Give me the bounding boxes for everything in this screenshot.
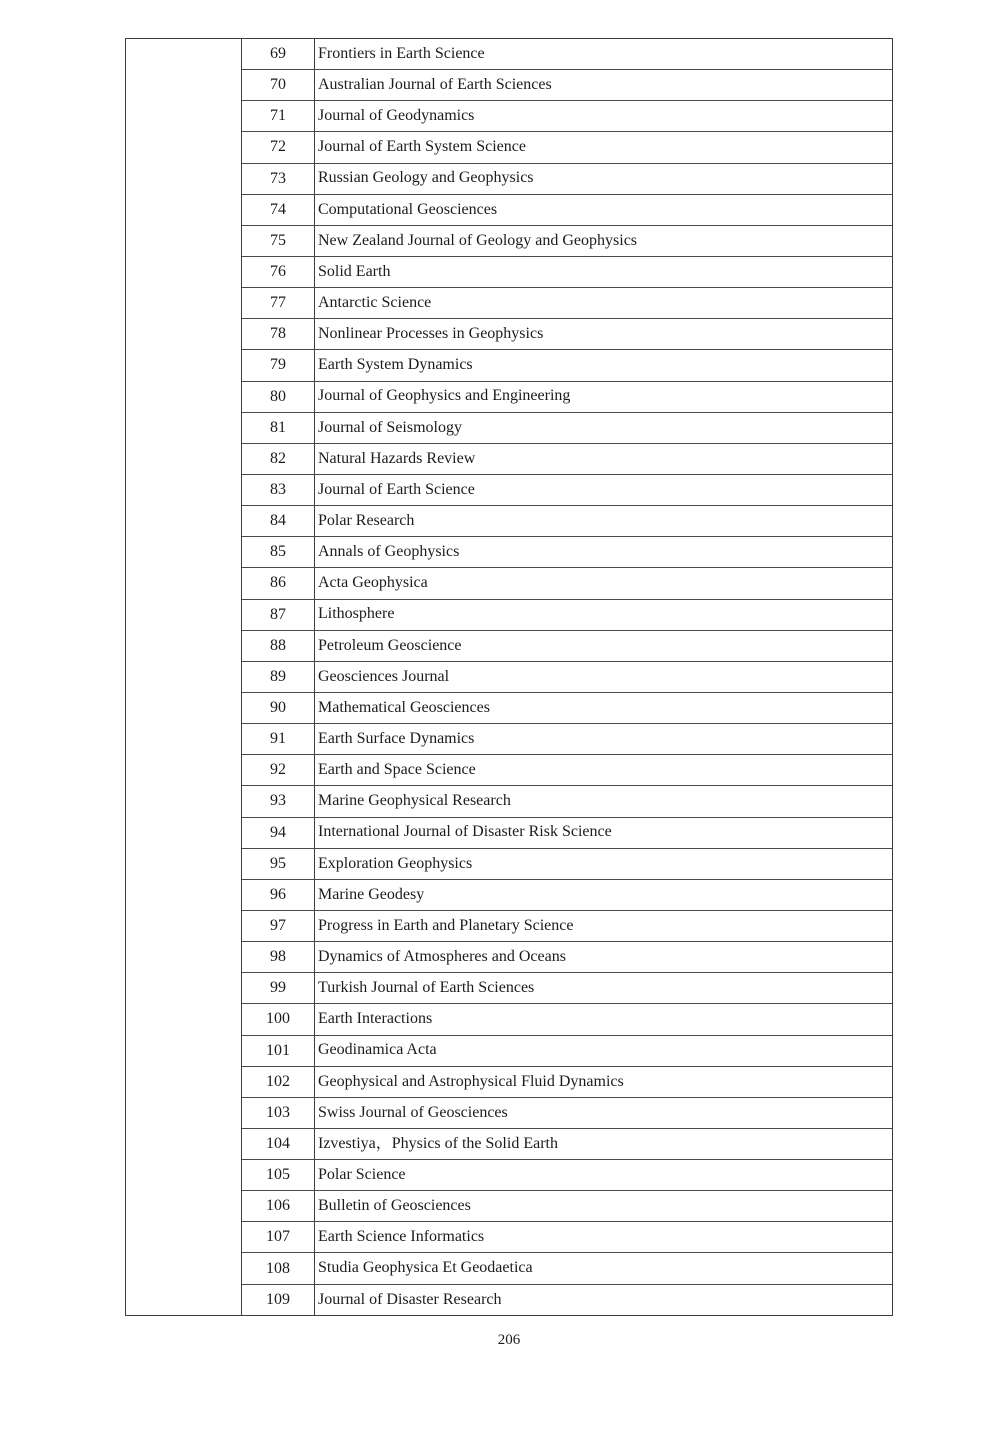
row-number-cell: 78 xyxy=(242,319,315,349)
journal-name-cell: Marine Geophysical Research xyxy=(318,792,511,810)
journal-name-cell: Polar Research xyxy=(318,511,415,529)
journal-name-cell: Earth Science Informatics xyxy=(318,1228,485,1246)
row-number-cell: 106 xyxy=(242,1191,315,1221)
row-number-cell: 109 xyxy=(242,1285,315,1315)
table-row xyxy=(242,880,892,911)
journal-name-cell: Annals of Geophysics xyxy=(318,543,460,561)
row-number-cell: 86 xyxy=(242,568,315,598)
row-number-cell: 94 xyxy=(242,818,315,848)
row-number-cell: 89 xyxy=(242,662,315,692)
row-number-cell: 77 xyxy=(242,288,315,318)
row-number-cell: 87 xyxy=(242,600,315,630)
table-row xyxy=(242,1129,892,1160)
journal-name-cell: Izvestiya，Physics of the Solid Earth xyxy=(318,1134,558,1152)
journal-name-cell: Earth and Space Science xyxy=(318,761,476,779)
table-rows-container xyxy=(242,39,892,1315)
table-row xyxy=(242,1285,892,1315)
journal-name-cell: Journal of Earth Science xyxy=(318,480,475,498)
row-number-cell: 97 xyxy=(242,911,315,941)
table-row xyxy=(242,568,892,599)
row-number-cell: 82 xyxy=(242,444,315,474)
row-number-cell: 107 xyxy=(242,1222,315,1252)
journal-name-cell: Frontiers in Earth Science xyxy=(318,44,485,62)
row-number-cell: 69 xyxy=(242,39,315,69)
table-row xyxy=(242,413,892,444)
table-row xyxy=(242,39,892,70)
row-number-cell: 103 xyxy=(242,1098,315,1128)
journal-name-cell: Turkish Journal of Earth Sciences xyxy=(318,979,535,997)
journal-name-cell: Acta Geophysica xyxy=(318,574,428,592)
journal-name-cell: Geosciences Journal xyxy=(318,667,450,685)
table-row xyxy=(242,693,892,724)
journal-name-cell: Polar Science xyxy=(318,1165,406,1183)
table-row xyxy=(242,973,892,1004)
row-number-cell: 83 xyxy=(242,475,315,505)
journal-name-cell: Antarctic Science xyxy=(318,294,432,311)
journal-name-cell: Bulletin of Geosciences xyxy=(318,1197,471,1215)
row-number-cell: 80 xyxy=(242,382,315,412)
journal-name-cell: Journal of Disaster Research xyxy=(318,1290,502,1308)
table-row xyxy=(242,319,892,350)
table-row xyxy=(242,1004,892,1035)
row-number-cell: 100 xyxy=(242,1004,315,1034)
table-row xyxy=(242,444,892,475)
table-row xyxy=(242,755,892,786)
table-row xyxy=(242,786,892,817)
journal-name-cell: Russian Geology and Geophysics xyxy=(318,169,534,187)
table-row xyxy=(242,350,892,381)
row-number-cell: 84 xyxy=(242,506,315,536)
table-row xyxy=(242,1067,892,1098)
row-number-cell: 88 xyxy=(242,631,315,661)
row-number-cell: 105 xyxy=(242,1160,315,1190)
row-number-cell: 101 xyxy=(242,1036,315,1066)
row-number-cell: 96 xyxy=(242,880,315,910)
table-row xyxy=(242,70,892,101)
table-row xyxy=(242,475,892,506)
table-row xyxy=(242,132,892,163)
journal-name-cell: Journal of Seismology xyxy=(318,418,462,436)
journal-name-cell: Petroleum Geoscience xyxy=(318,636,462,654)
row-number-cell: 70 xyxy=(242,70,315,100)
journal-name-cell: Geophysical and Astrophysical Fluid Dynamics xyxy=(318,1072,624,1090)
row-number-cell: 72 xyxy=(242,132,315,162)
journal-name-cell: Lithosphere xyxy=(318,605,395,623)
table-row xyxy=(242,600,892,631)
table-row xyxy=(242,662,892,693)
table-row xyxy=(242,257,892,288)
table-row xyxy=(242,911,892,942)
row-number-cell: 104 xyxy=(242,1129,315,1159)
table-row xyxy=(242,1253,892,1284)
table-row xyxy=(242,226,892,257)
journal-name-cell: Journal of Geophysics and Engineering xyxy=(318,387,571,405)
journal-name-cell: Earth System Dynamics xyxy=(318,356,473,374)
row-number-cell: 73 xyxy=(242,164,315,194)
table-row xyxy=(242,101,892,132)
journal-name-cell: International Journal of Disaster Risk Science xyxy=(318,823,612,841)
table-row xyxy=(242,631,892,662)
table-row xyxy=(242,818,892,849)
table-row xyxy=(242,506,892,537)
row-number-cell: 74 xyxy=(242,195,315,225)
table-row xyxy=(242,195,892,226)
journal-name-cell: Exploration Geophysics xyxy=(318,854,473,872)
journal-name-cell: Progress in Earth and Planetary Science xyxy=(318,916,574,934)
table-row xyxy=(242,1191,892,1222)
table-row xyxy=(242,164,892,195)
journal-name-cell: Mathematical Geosciences xyxy=(318,698,490,716)
journal-name-cell: Dynamics of Atmospheres and Oceans xyxy=(318,947,566,965)
journal-name-cell: Natural Hazards Review xyxy=(318,449,476,467)
row-number-cell: 76 xyxy=(242,257,315,287)
journal-name-cell: Computational Geosciences xyxy=(318,200,498,218)
journal-name-cell: Nonlinear Processes in Geophysics xyxy=(318,325,544,343)
row-number-cell: 71 xyxy=(242,101,315,131)
row-number-cell: 90 xyxy=(242,693,315,723)
row-number-cell: 91 xyxy=(242,724,315,754)
journal-name-cell: Studia Geophysica Et Geodaetica xyxy=(318,1259,533,1277)
table-row xyxy=(242,382,892,413)
journal-name-cell: Earth Surface Dynamics xyxy=(318,729,475,747)
table-row xyxy=(242,1160,892,1191)
page-number: 206 xyxy=(497,1332,521,1348)
row-number-cell: 85 xyxy=(242,537,315,567)
table-row xyxy=(242,1098,892,1129)
journal-name-cell: New Zealand Journal of Geology and Geophysics xyxy=(318,231,638,249)
journal-name-cell: Solid Earth xyxy=(318,262,391,280)
row-number-cell: 108 xyxy=(242,1253,315,1283)
journal-name-cell: Geodinamica Acta xyxy=(318,1041,437,1059)
row-number-cell: 75 xyxy=(242,226,315,256)
journal-name-cell: Australian Journal of Earth Sciences xyxy=(318,76,552,94)
row-number-cell: 102 xyxy=(242,1067,315,1097)
table-row xyxy=(242,1222,892,1253)
table-row xyxy=(242,288,892,319)
table-merged-cell xyxy=(126,39,242,1315)
row-number-cell: 93 xyxy=(242,786,315,816)
table-row xyxy=(242,724,892,755)
table-row xyxy=(242,942,892,973)
row-number-cell: 95 xyxy=(242,849,315,879)
journal-name-cell: Earth Interactions xyxy=(318,1010,433,1028)
table-row xyxy=(242,537,892,568)
journal-name-cell: Marine Geodesy xyxy=(318,885,425,903)
table-row xyxy=(242,1036,892,1067)
row-number-cell: 79 xyxy=(242,350,315,380)
table-row xyxy=(242,849,892,880)
row-number-cell: 92 xyxy=(242,755,315,785)
journal-name-cell: Journal of Earth System Science xyxy=(318,138,526,156)
row-number-cell: 98 xyxy=(242,942,315,972)
journal-table xyxy=(125,38,893,1316)
row-number-cell: 99 xyxy=(242,973,315,1003)
journal-name-cell: Swiss Journal of Geosciences xyxy=(318,1103,508,1121)
journal-name-cell: Journal of Geodynamics xyxy=(318,107,475,125)
row-number-cell: 81 xyxy=(242,413,315,443)
